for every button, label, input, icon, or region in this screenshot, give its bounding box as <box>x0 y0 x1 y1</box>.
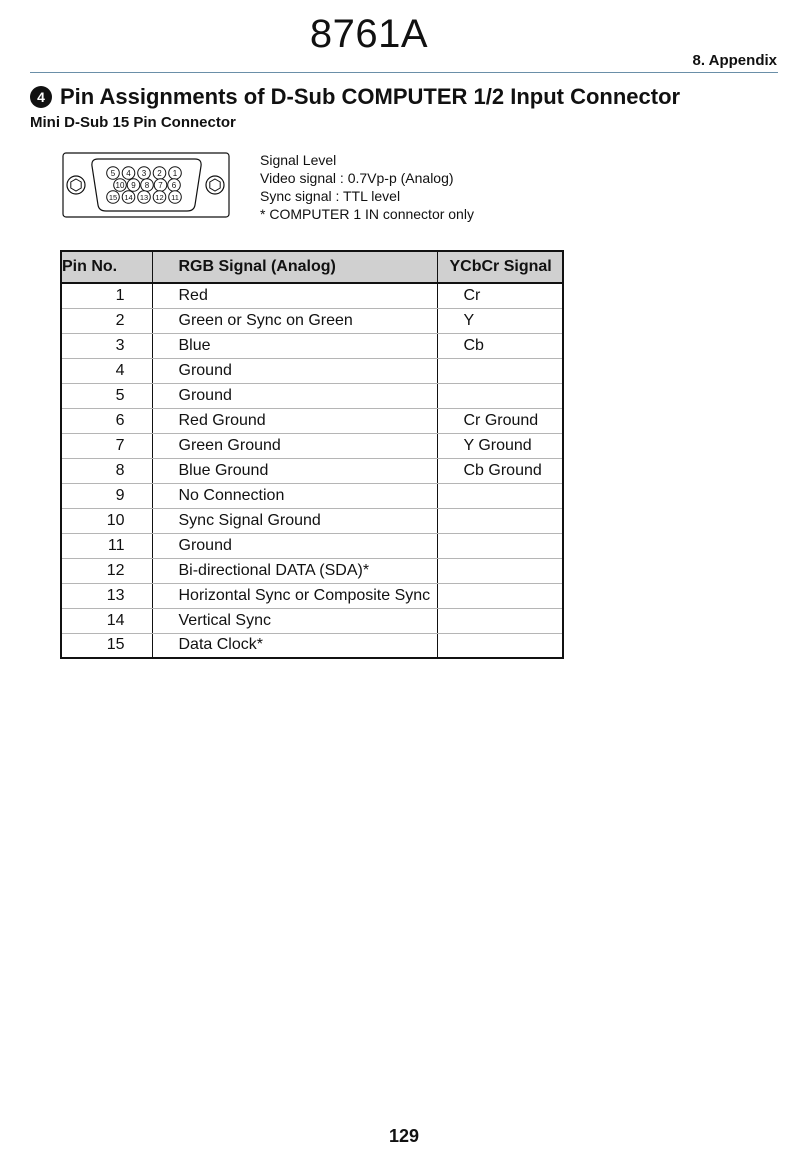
pin-row-2 <box>114 179 181 192</box>
pin-number-cell: 9 <box>61 483 152 508</box>
ycbcr-signal-cell: Y <box>437 308 563 333</box>
rgb-signal-cell: Sync Signal Ground <box>152 508 437 533</box>
rgb-signal-cell: Green or Sync on Green <box>152 308 437 333</box>
pin-label: 9 <box>131 180 136 190</box>
header-ycbcr-signal: YCbCr Signal <box>437 251 563 283</box>
ycbcr-signal-cell: Cr <box>437 283 563 308</box>
pin-label: 13 <box>139 192 149 202</box>
rgb-signal-cell: Ground <box>152 533 437 558</box>
rgb-signal-cell: No Connection <box>152 483 437 508</box>
pin-number-cell: 11 <box>61 533 152 558</box>
pin-number-cell: 12 <box>61 558 152 583</box>
rgb-signal-cell: Vertical Sync <box>152 608 437 633</box>
page-subtitle: Mini D-Sub 15 Pin Connector <box>30 114 236 131</box>
page-heading <box>30 84 680 110</box>
dsub-connector-diagram <box>62 152 230 220</box>
table-row <box>61 383 563 408</box>
rgb-signal-cell: Ground <box>152 358 437 383</box>
ycbcr-signal-cell <box>437 383 563 408</box>
page-number: 129 <box>388 1126 420 1146</box>
table-row <box>61 608 563 633</box>
pin-label: 8 <box>144 180 150 190</box>
ycbcr-signal-cell <box>437 533 563 558</box>
pin-number-cell: 14 <box>61 608 152 633</box>
pin-label: 12 <box>155 192 164 202</box>
ycbcr-signal-cell: Cb <box>437 333 563 358</box>
table-row <box>61 583 563 608</box>
ycbcr-signal-cell: Y Ground <box>437 433 563 458</box>
left-screw-icon <box>67 176 85 194</box>
pin-number-cell: 6 <box>61 408 152 433</box>
pin-label: 2 <box>157 168 162 178</box>
computer1-footnote: * COMPUTER 1 IN connector only <box>260 206 474 222</box>
pin-label: 3 <box>141 168 147 178</box>
pin-number-cell: 5 <box>61 383 152 408</box>
ycbcr-signal-cell: Cb Ground <box>437 458 563 483</box>
pin-assignment-table <box>60 250 564 659</box>
rgb-signal-cell: Bi-directional DATA (SDA)* <box>152 558 437 583</box>
pin-number-cell: 10 <box>61 508 152 533</box>
table-header-row <box>61 251 563 283</box>
rgb-signal-cell: Red Ground <box>152 408 437 433</box>
ycbcr-signal-cell <box>437 608 563 633</box>
pin-number-cell: 2 <box>61 308 152 333</box>
pin-number-cell: 13 <box>61 583 152 608</box>
table-row <box>61 433 563 458</box>
table-row <box>61 408 563 433</box>
page-title: Pin Assignments of D-Sub COMPUTER 1/2 Input Connector <box>60 84 681 109</box>
signal-level-label: Signal Level <box>260 152 337 168</box>
pin-row-3 <box>107 191 182 204</box>
ycbcr-signal-cell <box>437 583 563 608</box>
signal-level-notes <box>260 151 474 223</box>
table-row <box>61 483 563 508</box>
right-screw-icon <box>206 176 224 194</box>
pin-label: 1 <box>172 168 178 178</box>
pin-number-cell: 7 <box>61 433 152 458</box>
pin-label: 14 <box>124 192 133 202</box>
table-row <box>61 508 563 533</box>
table-row <box>61 633 563 658</box>
table-row <box>61 358 563 383</box>
rgb-signal-cell: Ground <box>152 383 437 408</box>
ycbcr-signal-cell <box>437 558 563 583</box>
rgb-signal-cell: Data Clock* <box>152 633 437 658</box>
table-row <box>61 533 563 558</box>
ycbcr-signal-cell <box>437 633 563 658</box>
rgb-signal-cell: Horizontal Sync or Composite Sync <box>152 583 437 608</box>
pin-label: 11 <box>171 192 179 202</box>
header-rgb-signal: RGB Signal (Analog) <box>152 251 437 283</box>
table-row <box>61 558 563 583</box>
pin-label: 10 <box>115 180 125 190</box>
ycbcr-signal-cell: Cr Ground <box>437 408 563 433</box>
table-row <box>61 283 563 308</box>
ycbcr-signal-cell <box>437 508 563 533</box>
table-row <box>61 458 563 483</box>
video-signal-note: Video signal : 0.7Vp-p (Analog) <box>260 170 454 186</box>
ycbcr-signal-cell <box>437 358 563 383</box>
pin-row-1 <box>107 167 182 180</box>
pin-label: 15 <box>108 192 118 202</box>
header-pin-no: Pin No. <box>61 251 152 283</box>
rgb-signal-cell: Blue <box>152 333 437 358</box>
ycbcr-signal-cell <box>437 483 563 508</box>
rgb-signal-cell: Blue Ground <box>152 458 437 483</box>
pin-label: 4 <box>126 168 131 178</box>
header-rule <box>30 72 778 73</box>
table-row <box>61 333 563 358</box>
pin-label: 7 <box>158 180 163 190</box>
section-label: 8. Appendix <box>692 52 777 69</box>
sync-signal-note: Sync signal : TTL level <box>260 188 401 204</box>
pin-number-cell: 4 <box>61 358 152 383</box>
rgb-signal-cell: Green Ground <box>152 433 437 458</box>
pin-label: 5 <box>110 168 116 178</box>
pin-number-cell: 15 <box>61 633 152 658</box>
pin-number-cell: 8 <box>61 458 152 483</box>
pin-number-cell: 3 <box>61 333 152 358</box>
pin-number-cell: 1 <box>61 283 152 308</box>
model-number: 8761A <box>309 12 429 56</box>
rgb-signal-cell: Red <box>152 283 437 308</box>
table-row <box>61 308 563 333</box>
pin-label: 6 <box>171 180 177 190</box>
section-number-badge: 4 <box>30 86 52 108</box>
